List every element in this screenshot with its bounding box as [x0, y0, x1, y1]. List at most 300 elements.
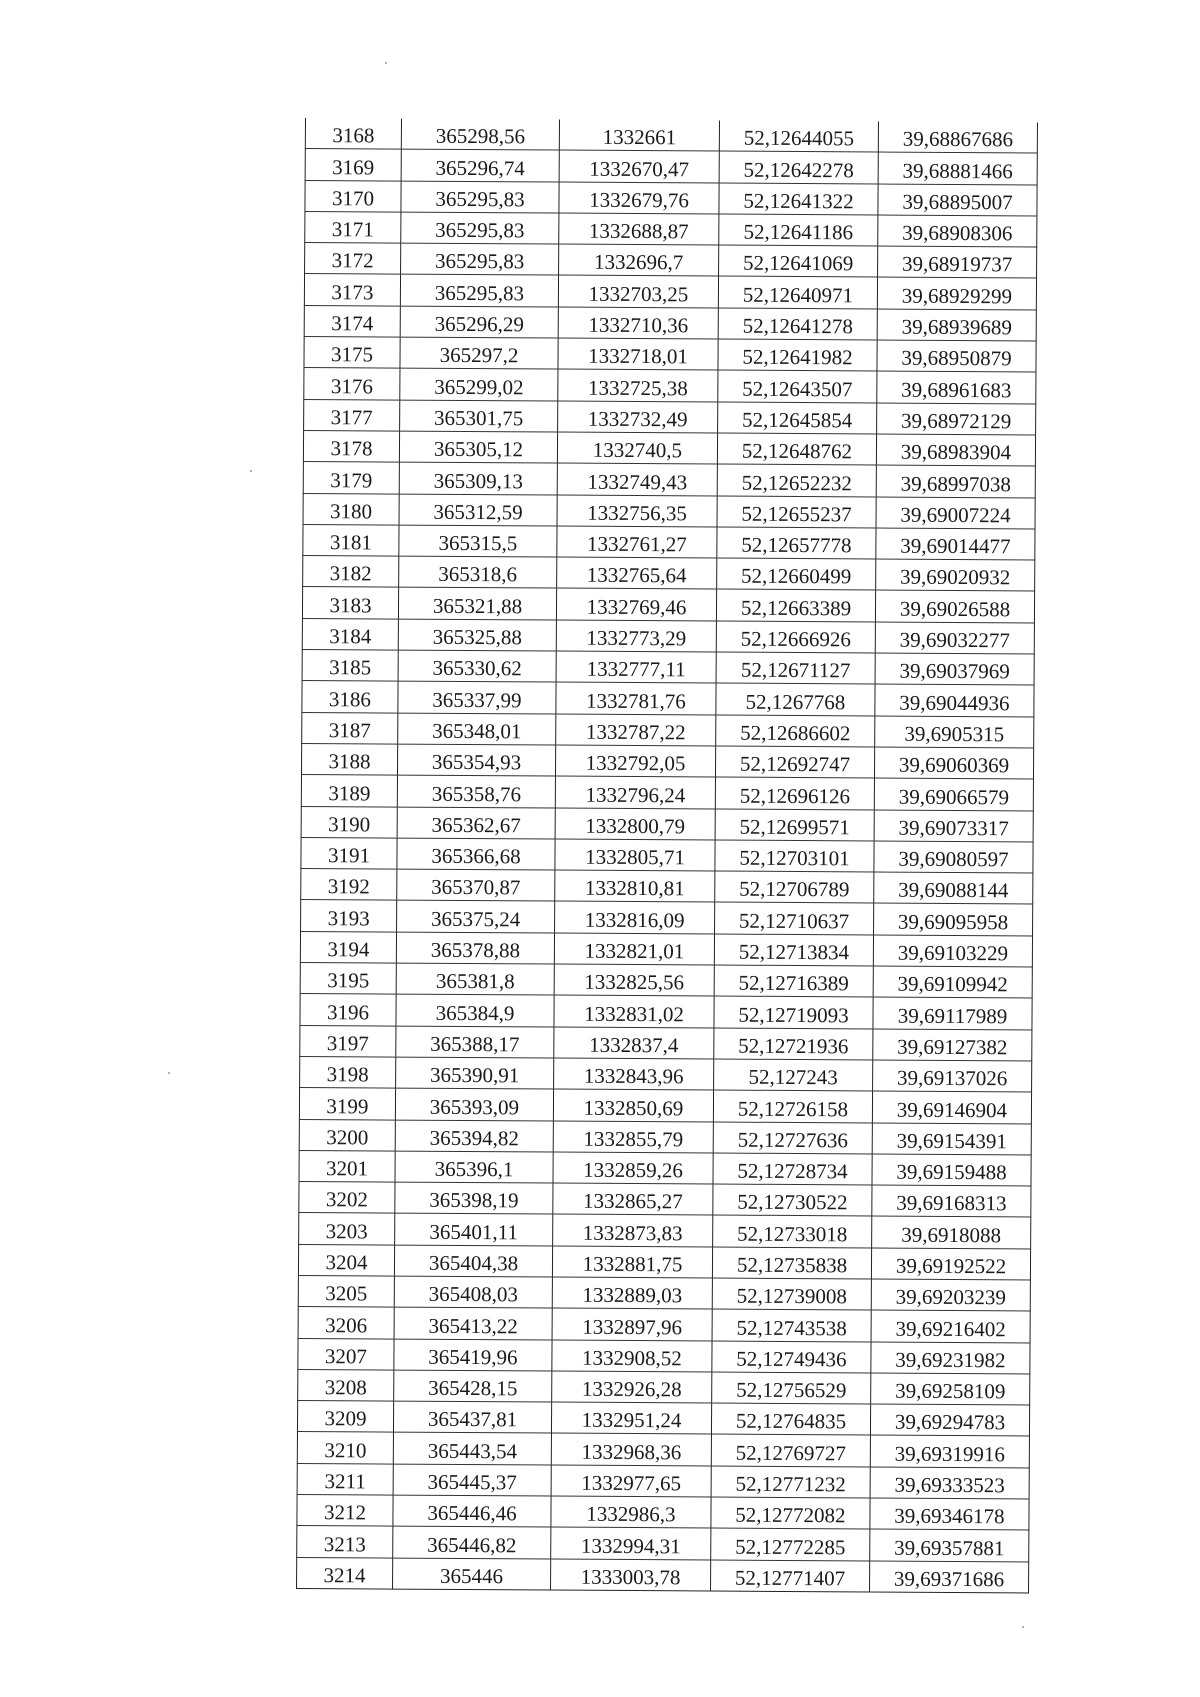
cell-text: 3184 [329, 624, 372, 649]
latitude-cell [719, 121, 878, 153]
cell-text: 365296,74 [435, 155, 525, 180]
y-coordinate-cell [553, 1089, 713, 1121]
cell-text: 39,69037969 [899, 658, 1010, 684]
cell-text: 1332825,56 [584, 970, 685, 995]
cell-text: 365445,37 [427, 1469, 517, 1495]
cell-text: 1332805,71 [585, 844, 685, 870]
y-coordinate-cell [551, 1433, 711, 1465]
latitude-cell [718, 402, 877, 434]
longitude-cell [872, 1122, 1031, 1154]
y-coordinate-cell [557, 432, 717, 464]
longitude-cell [873, 1060, 1032, 1092]
point-number-cell [300, 1025, 396, 1057]
cell-text: 3171 [331, 217, 374, 242]
longitude-cell [871, 1342, 1030, 1374]
table-row [301, 743, 1033, 779]
cell-text: 1332740,5 [592, 438, 683, 463]
cell-text: 365419,96 [428, 1344, 518, 1370]
longitude-cell [873, 935, 1032, 967]
table-row [302, 681, 1034, 717]
point-number-cell [298, 1338, 394, 1370]
cell-text: 52,12721936 [738, 1033, 849, 1059]
point-number-cell [297, 1495, 393, 1527]
cell-text: 3201 [326, 1156, 369, 1181]
cell-text: 3170 [331, 186, 375, 211]
point-number-cell [305, 149, 401, 181]
table-row [298, 1307, 1030, 1343]
latitude-cell [713, 1122, 872, 1154]
x-coordinate-cell [395, 1182, 553, 1214]
y-coordinate-cell [552, 1371, 712, 1403]
latitude-cell [712, 1341, 871, 1373]
longitude-cell [871, 1310, 1030, 1342]
y-coordinate-cell [551, 1465, 711, 1497]
latitude-cell [716, 683, 875, 715]
y-coordinate-cell [557, 495, 717, 527]
cell-text: 52,12699571 [739, 814, 850, 840]
table-row [303, 493, 1035, 529]
longitude-cell [874, 810, 1033, 842]
y-coordinate-cell [559, 150, 719, 182]
cell-text: 365321,88 [432, 593, 523, 619]
cell-text: 39,69319916 [894, 1441, 1006, 1467]
x-coordinate-cell [400, 368, 558, 400]
cell-text: 1332749,43 [587, 469, 688, 494]
cell-text: 365297,2 [439, 343, 519, 368]
cell-text: 39,69103229 [897, 940, 1009, 966]
latitude-cell [719, 214, 878, 246]
cell-text: 39,68919737 [901, 252, 1013, 277]
longitude-cell [870, 1529, 1029, 1561]
cell-text: 1332850,69 [583, 1095, 684, 1120]
cell-text: 39,69109942 [897, 971, 1008, 997]
cell-text: 52,12645854 [741, 407, 853, 433]
y-coordinate-cell [554, 964, 714, 996]
cell-text: 1333003,78 [580, 1564, 681, 1590]
cell-text: 3169 [332, 154, 375, 180]
cell-text: 52,12730522 [737, 1190, 848, 1215]
cell-text: 3172 [331, 248, 374, 273]
latitude-cell [716, 652, 875, 684]
latitude-cell [714, 1028, 873, 1060]
table-row [298, 1244, 1030, 1280]
y-coordinate-cell [553, 1121, 713, 1153]
latitude-cell [717, 464, 876, 496]
longitude-cell [875, 684, 1034, 716]
latitude-cell [718, 339, 877, 371]
longitude-cell [876, 434, 1035, 466]
table-row [302, 587, 1034, 623]
cell-text: 3183 [329, 592, 372, 618]
latitude-cell [718, 370, 877, 402]
table-row [298, 1369, 1030, 1405]
cell-text: 365408,03 [428, 1282, 519, 1307]
y-coordinate-cell [557, 526, 717, 558]
table-row [299, 1119, 1031, 1155]
longitude-cell [871, 1373, 1030, 1405]
latitude-cell [717, 433, 876, 465]
cell-text: 3214 [323, 1563, 366, 1588]
latitude-cell [711, 1497, 870, 1529]
longitude-cell [870, 1498, 1029, 1530]
point-number-cell [302, 618, 398, 650]
cell-text: 1332810,81 [584, 876, 685, 901]
cell-text: 39,69203239 [895, 1284, 1007, 1310]
point-number-cell [299, 1088, 395, 1120]
longitude-cell [878, 152, 1037, 184]
latitude-cell [713, 1153, 872, 1185]
table-row [303, 524, 1035, 560]
x-coordinate-cell [400, 337, 558, 369]
cell-text: 1332994,31 [580, 1533, 681, 1558]
cell-text: 1332977,65 [581, 1470, 682, 1496]
x-coordinate-cell [398, 713, 556, 745]
latitude-cell [716, 589, 875, 621]
cell-text: 365375,24 [430, 906, 521, 932]
x-coordinate-cell [395, 1120, 553, 1152]
table-row [302, 650, 1034, 686]
latitude-cell [714, 965, 873, 997]
longitude-cell [878, 246, 1037, 278]
table-row [300, 963, 1032, 999]
y-coordinate-cell [552, 1340, 712, 1372]
x-coordinate-cell [393, 1401, 551, 1433]
y-coordinate-cell [558, 338, 718, 370]
scan-speck [1022, 1626, 1024, 1628]
cell-text: 3202 [325, 1187, 368, 1212]
x-coordinate-cell [398, 619, 556, 651]
cell-text: 365366,68 [431, 843, 521, 869]
cell-text: 52,12719093 [738, 1002, 849, 1027]
latitude-cell [713, 1090, 872, 1122]
cell-text: 39,69026588 [899, 596, 1011, 622]
y-coordinate-cell [553, 1183, 713, 1215]
cell-text: 1332800,79 [585, 813, 686, 839]
cell-text: 39,69095958 [897, 909, 1009, 935]
cell-text: 365378,88 [430, 937, 521, 963]
longitude-cell [872, 1185, 1031, 1217]
cell-text: 52,12641069 [742, 251, 854, 276]
cell-text: 3210 [324, 1437, 367, 1463]
cell-text: 1332865,27 [582, 1189, 683, 1214]
x-coordinate-cell [393, 1558, 551, 1590]
cell-text: 1332732,49 [587, 406, 688, 432]
cell-text: 39,69066579 [898, 784, 1010, 809]
table-row [297, 1526, 1029, 1562]
table-row [303, 462, 1035, 498]
x-coordinate-cell [395, 1213, 553, 1245]
cell-text: 52,12743538 [736, 1315, 847, 1340]
cell-text: 39,69357881 [894, 1535, 1005, 1560]
point-number-cell [301, 837, 397, 869]
table-row [305, 149, 1037, 185]
longitude-cell [877, 403, 1036, 435]
latitude-cell [713, 1184, 872, 1216]
cell-text: 39,68939689 [901, 314, 1012, 340]
cell-text: 1332670,47 [589, 156, 690, 181]
cell-text: 52,12696126 [739, 783, 851, 808]
y-coordinate-cell [554, 1058, 714, 1090]
cell-text: 1332926,28 [581, 1376, 682, 1402]
x-coordinate-cell [399, 556, 557, 588]
point-number-cell [299, 1150, 395, 1182]
cell-text: 1332703,25 [588, 281, 689, 307]
table-row [302, 618, 1034, 654]
cell-text: 52,12771407 [734, 1565, 846, 1591]
x-coordinate-cell [395, 1088, 553, 1120]
x-coordinate-cell [397, 869, 555, 901]
cell-text: 1332773,29 [586, 625, 687, 651]
table-row [302, 712, 1034, 748]
cell-text: 365309,13 [433, 468, 523, 493]
cell-text: 52,12660499 [741, 564, 852, 589]
cell-text: 52,12640971 [742, 282, 854, 308]
cell-text: 1332816,09 [584, 907, 685, 933]
point-number-cell [298, 1275, 394, 1307]
x-coordinate-cell [396, 1057, 554, 1089]
cell-text: 1332792,05 [585, 750, 686, 776]
cell-text: 52,12739008 [736, 1283, 848, 1309]
latitude-cell [711, 1560, 870, 1592]
cell-text: 1332796,24 [585, 782, 686, 807]
cell-text: 1332765,64 [586, 563, 687, 588]
latitude-cell [712, 1309, 871, 1341]
point-number-cell [299, 1119, 395, 1151]
y-coordinate-cell [555, 745, 715, 777]
cell-text: 52,12733018 [736, 1221, 848, 1247]
cell-text: 52,12728734 [737, 1158, 848, 1184]
cell-text: 3205 [325, 1281, 368, 1306]
cell-text: 365354,93 [431, 750, 522, 775]
y-coordinate-cell [551, 1402, 711, 1434]
x-coordinate-cell [397, 775, 555, 807]
point-number-cell [301, 743, 397, 775]
cell-text: 1332831,02 [584, 1001, 684, 1026]
latitude-cell [719, 245, 878, 277]
point-number-cell [303, 430, 399, 462]
point-number-cell [300, 963, 396, 995]
cell-text: 1332769,46 [586, 594, 687, 620]
cell-text: 365295,83 [435, 186, 525, 212]
latitude-cell [719, 151, 878, 183]
point-number-cell [297, 1526, 393, 1558]
table-row [297, 1401, 1029, 1437]
x-coordinate-cell [393, 1526, 551, 1558]
y-coordinate-cell [559, 244, 719, 276]
latitude-cell [712, 1372, 871, 1404]
longitude-cell [875, 716, 1034, 748]
x-coordinate-cell [401, 243, 559, 275]
cell-text: 52,12642278 [743, 157, 854, 182]
cell-text: 3211 [324, 1469, 366, 1494]
point-number-cell [303, 556, 399, 588]
table-row [303, 430, 1035, 466]
cell-text: 52,12652232 [741, 470, 852, 495]
cell-text: 365295,83 [434, 280, 525, 306]
latitude-cell [715, 871, 874, 903]
cell-text: 52,12716389 [738, 970, 849, 996]
longitude-cell [871, 1248, 1030, 1280]
latitude-cell [711, 1466, 870, 1498]
cell-text: 365437,81 [427, 1407, 518, 1432]
cell-text: 3188 [328, 749, 371, 774]
cell-text: 1332951,24 [581, 1408, 682, 1433]
latitude-cell [717, 527, 876, 559]
y-coordinate-cell [559, 213, 719, 245]
point-number-cell [300, 1056, 396, 1088]
x-coordinate-cell [393, 1495, 551, 1527]
longitude-cell [877, 371, 1036, 403]
scan-speck [250, 470, 252, 472]
x-coordinate-cell [397, 807, 555, 839]
latitude-cell [715, 840, 874, 872]
cell-text: 39,69007224 [900, 502, 1011, 528]
scan-speck [168, 1072, 170, 1074]
cell-text: 365394,82 [429, 1125, 519, 1151]
y-coordinate-cell [551, 1559, 711, 1591]
longitude-cell [873, 1029, 1032, 1061]
cell-text: 3207 [324, 1344, 368, 1369]
x-coordinate-cell [397, 838, 555, 870]
latitude-cell [714, 934, 873, 966]
cell-text: 3209 [324, 1406, 367, 1431]
x-coordinate-cell [399, 462, 557, 494]
cell-text: 39,68929299 [901, 283, 1013, 309]
cell-text: 52,12771232 [735, 1471, 846, 1497]
cell-text: 39,69117989 [897, 1003, 1008, 1028]
table-row [298, 1338, 1030, 1374]
cell-text: 1332781,76 [585, 688, 686, 713]
cell-text: 3179 [330, 467, 373, 492]
y-coordinate-cell [555, 839, 715, 871]
x-coordinate-cell [399, 494, 557, 526]
cell-text: 39,69333523 [894, 1472, 1005, 1498]
cell-text: 365348,01 [432, 718, 522, 744]
cell-text: 365315,5 [438, 530, 518, 556]
point-number-cell [298, 1307, 394, 1339]
x-coordinate-cell [401, 181, 559, 213]
latitude-cell [717, 496, 876, 528]
longitude-cell [870, 1561, 1029, 1593]
y-coordinate-cell [557, 557, 717, 589]
point-number-cell [301, 806, 397, 838]
longitude-cell [872, 1216, 1031, 1248]
cell-text: 52,12713834 [738, 939, 850, 965]
cell-text: 52,12663389 [740, 595, 852, 621]
cell-text: 3174 [331, 311, 374, 336]
table-row [304, 274, 1036, 310]
longitude-cell [874, 778, 1033, 810]
cell-text: 39,69080597 [898, 846, 1009, 872]
cell-text: 1332889,03 [582, 1282, 683, 1308]
cell-text: 39,68950879 [901, 346, 1012, 371]
cell-text: 52,12641278 [742, 313, 853, 339]
longitude-cell [875, 622, 1034, 654]
cell-text: 365370,87 [431, 875, 521, 900]
x-coordinate-cell [399, 525, 557, 557]
cell-text: 39,69231982 [895, 1347, 1006, 1373]
cell-text: 39,69060369 [898, 752, 1010, 778]
table-row [301, 806, 1033, 842]
cell-text: 52,12756529 [736, 1377, 847, 1403]
table-row [304, 399, 1036, 435]
cell-text: 39,68881466 [902, 158, 1013, 183]
cell-text: 365381,8 [435, 969, 515, 994]
cell-text: 3181 [329, 530, 372, 555]
cell-text: 39,68972129 [900, 408, 1012, 434]
point-number-cell [302, 587, 398, 619]
latitude-cell [716, 715, 875, 747]
point-number-cell [299, 1182, 395, 1214]
longitude-cell [875, 590, 1034, 622]
x-coordinate-cell [398, 681, 556, 713]
cell-text: 3191 [327, 843, 371, 868]
longitude-cell [877, 309, 1036, 341]
latitude-cell [712, 1278, 871, 1310]
latitude-cell [714, 996, 873, 1028]
cell-text: 52,12686602 [740, 720, 851, 746]
point-number-cell [297, 1401, 393, 1433]
cell-text: 52,12764835 [735, 1409, 847, 1434]
cell-text: 3168 [332, 123, 375, 148]
longitude-cell [878, 184, 1037, 216]
y-coordinate-cell [552, 1246, 712, 1278]
table-row [305, 180, 1037, 216]
point-number-cell [302, 681, 398, 713]
cell-text: 365358,76 [431, 781, 522, 806]
y-coordinate-cell [556, 620, 716, 652]
cell-text: 3177 [330, 405, 373, 430]
y-coordinate-cell [555, 776, 715, 808]
y-coordinate-cell [558, 401, 718, 433]
cell-text: 39,69073317 [898, 815, 1009, 841]
longitude-cell [870, 1404, 1029, 1436]
longitude-cell [876, 559, 1035, 591]
cell-text: 365443,54 [427, 1438, 518, 1464]
cell-text: 365401,11 [429, 1219, 519, 1245]
cell-text: 39,69088144 [898, 878, 1009, 903]
cell-text: 39,69192522 [895, 1253, 1007, 1279]
cell-text: 1332718,01 [588, 344, 688, 369]
point-number-cell [303, 493, 399, 525]
y-coordinate-cell [556, 714, 716, 746]
cell-text: 365312,59 [433, 499, 523, 525]
cell-text: 1332679,76 [589, 187, 689, 213]
cell-text: 39,69014477 [900, 533, 1011, 559]
cell-text: 365404,38 [428, 1250, 519, 1276]
cell-text: 365396,1 [434, 1156, 514, 1182]
table-row [304, 305, 1036, 341]
x-coordinate-cell [401, 119, 559, 151]
cell-text: 365446,82 [427, 1532, 517, 1557]
cell-text: 39,69146904 [896, 1097, 1008, 1122]
longitude-cell [870, 1435, 1029, 1467]
table-row [298, 1275, 1030, 1311]
latitude-cell [717, 558, 876, 590]
longitude-cell [876, 465, 1035, 497]
longitude-cell [872, 1154, 1031, 1186]
cell-text: 365305,12 [433, 437, 524, 462]
cell-text: 365362,67 [431, 812, 521, 838]
table-row [305, 118, 1037, 153]
cell-text: 39,69137026 [896, 1065, 1008, 1091]
cell-text: 365428,15 [428, 1375, 518, 1401]
point-number-cell [303, 462, 399, 494]
latitude-cell [716, 621, 875, 653]
cell-text: 3212 [323, 1500, 367, 1525]
latitude-cell [715, 902, 874, 934]
cell-text: 39,68997038 [900, 471, 1011, 496]
